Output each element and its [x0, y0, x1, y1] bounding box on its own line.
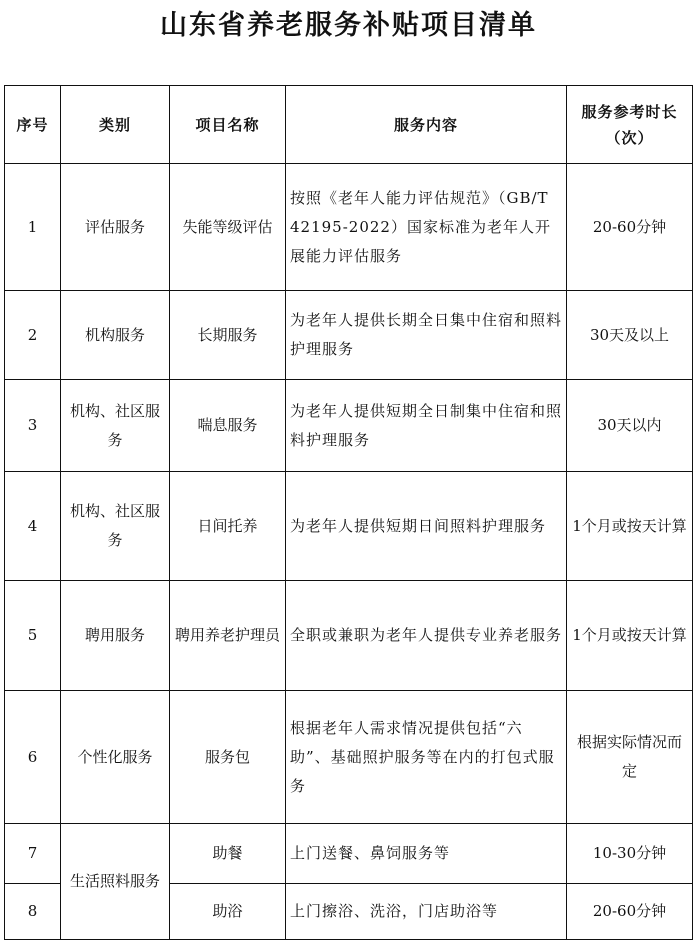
row-category: 生活照料服务 — [61, 824, 170, 940]
row-no: 3 — [5, 380, 61, 472]
row-content: 为老年人提供短期日间照料护理服务 — [286, 472, 567, 581]
table-row — [5, 824, 693, 884]
row-no: 2 — [5, 291, 61, 380]
row-item: 日间托养 — [170, 472, 286, 581]
row-content: 上门送餐、鼻饲服务等 — [286, 824, 567, 884]
row-content: 为老年人提供长期全日集中住宿和照料护理服务 — [286, 291, 567, 380]
row-no: 8 — [5, 884, 61, 940]
row-category: 机构服务 — [61, 291, 170, 380]
row-content: 为老年人提供短期全日制集中住宿和照料护理服务 — [286, 380, 567, 472]
row-content: 根据老年人需求情况提供包括“六助”、基础照护服务等在内的打包式服务 — [286, 691, 567, 824]
row-item: 长期服务 — [170, 291, 286, 380]
subsidy-items-table — [4, 85, 693, 940]
header-no: 序号 — [5, 86, 61, 164]
table-row — [5, 472, 693, 581]
row-content: 上门擦浴、洗浴，门店助浴等 — [286, 884, 567, 940]
table-header-row — [5, 86, 693, 164]
row-item: 服务包 — [170, 691, 286, 824]
row-duration: 10-30分钟 — [567, 824, 693, 884]
row-content: 按照《老年人能力评估规范》（GB/T 42195-2022）国家标准为老年人开展能力评估服务 — [286, 164, 567, 291]
table-row — [5, 164, 693, 291]
row-content: 全职或兼职为老年人提供专业养老服务 — [286, 581, 567, 691]
header-duration: 服务参考时长（次） — [567, 86, 693, 164]
row-duration: 20-60分钟 — [567, 164, 693, 291]
header-category: 类别 — [61, 86, 170, 164]
table-row — [5, 691, 693, 824]
row-duration: 1个月或按天计算 — [567, 472, 693, 581]
row-duration: 1个月或按天计算 — [567, 581, 693, 691]
header-item: 项目名称 — [170, 86, 286, 164]
row-category: 聘用服务 — [61, 581, 170, 691]
row-item: 助浴 — [170, 884, 286, 940]
row-no: 1 — [5, 164, 61, 291]
row-no: 6 — [5, 691, 61, 824]
row-duration: 根据实际情况而定 — [567, 691, 693, 824]
table-row — [5, 291, 693, 380]
row-item: 聘用养老护理员 — [170, 581, 286, 691]
row-duration: 30天及以上 — [567, 291, 693, 380]
row-duration: 20-60分钟 — [567, 884, 693, 940]
row-category: 机构、社区服务 — [61, 380, 170, 472]
row-item: 助餐 — [170, 824, 286, 884]
row-no: 4 — [5, 472, 61, 581]
row-no: 5 — [5, 581, 61, 691]
page-title: 山东省养老服务补贴项目清单 — [160, 10, 537, 41]
row-duration: 30天以内 — [567, 380, 693, 472]
row-item: 失能等级评估 — [170, 164, 286, 291]
row-item: 喘息服务 — [170, 380, 286, 472]
row-category: 个性化服务 — [61, 691, 170, 824]
table-row — [5, 380, 693, 472]
row-category: 评估服务 — [61, 164, 170, 291]
header-content: 服务内容 — [286, 86, 567, 164]
row-category: 机构、社区服务 — [61, 472, 170, 581]
row-no: 7 — [5, 824, 61, 884]
table-row — [5, 581, 693, 691]
